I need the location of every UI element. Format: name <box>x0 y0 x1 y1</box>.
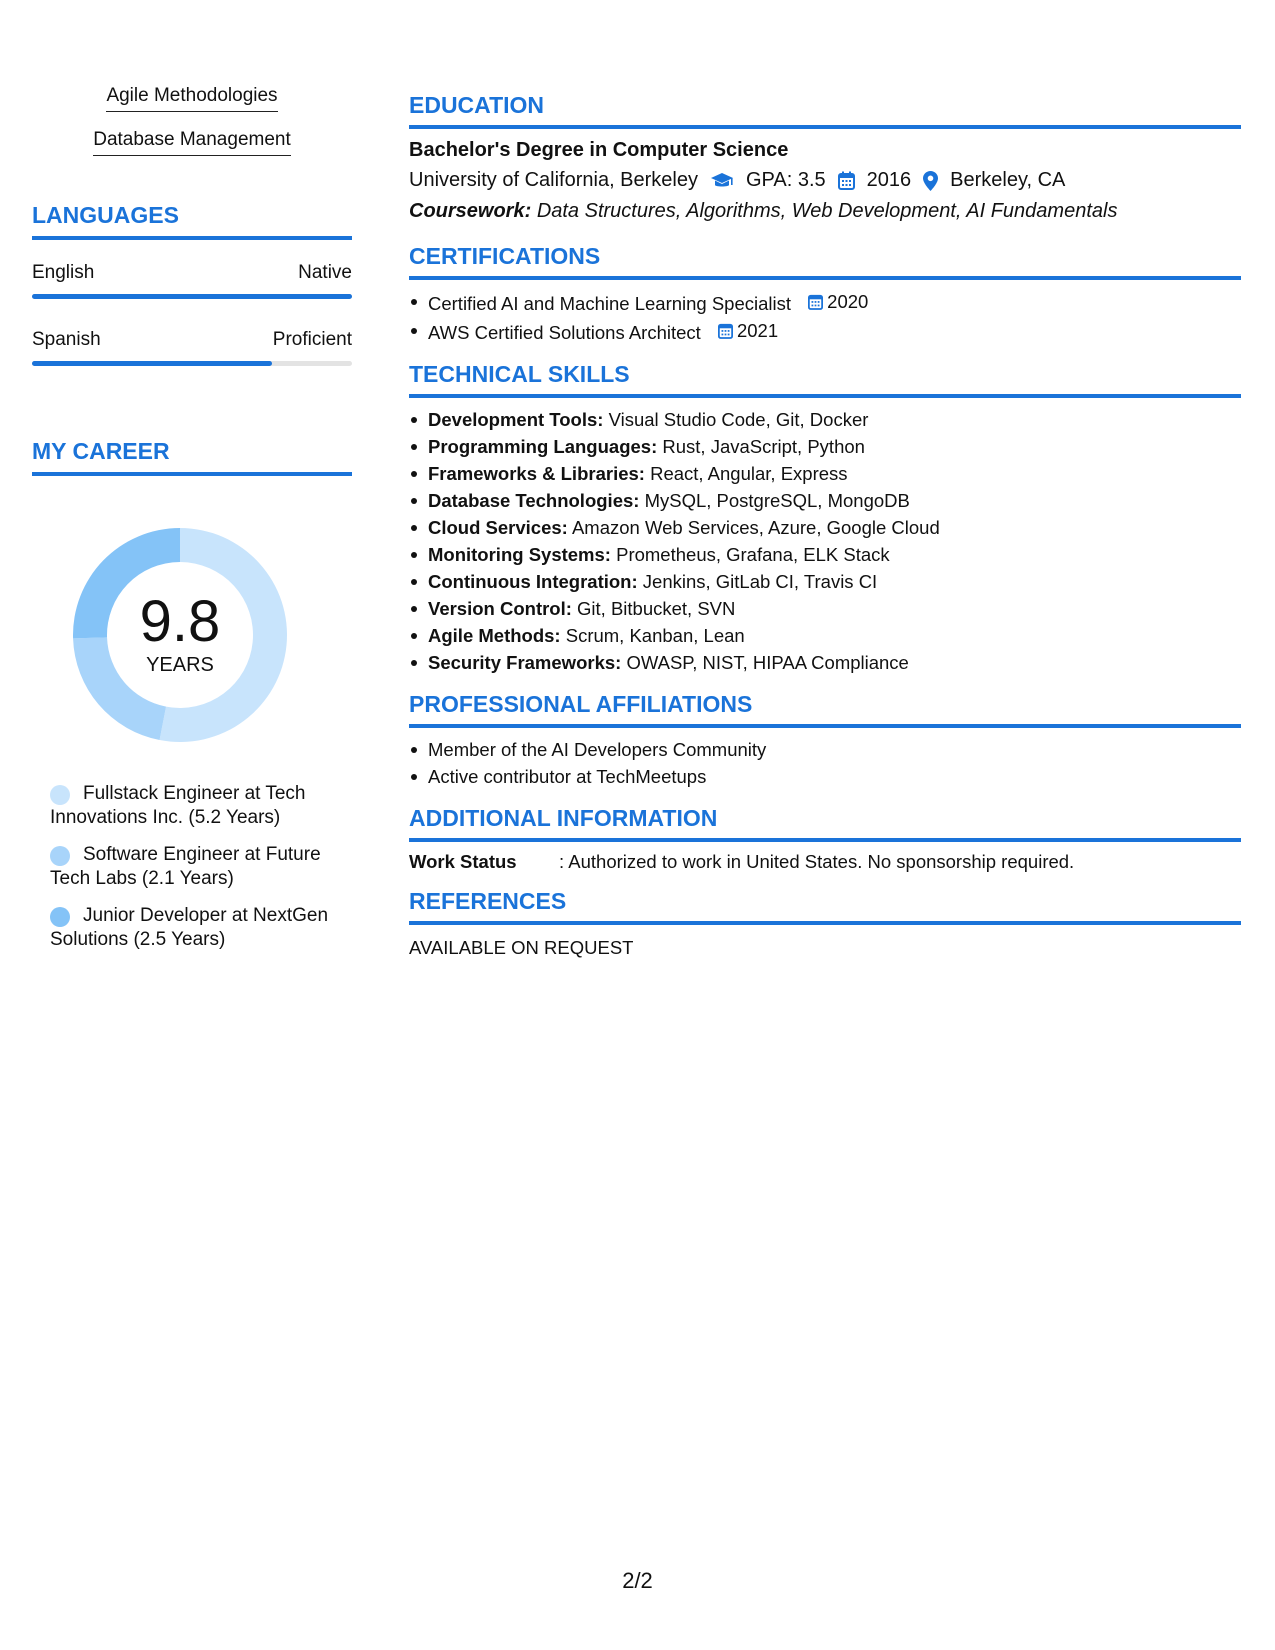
technical-skills-section <box>409 361 1241 676</box>
gpa: GPA: 3.5 <box>746 169 826 191</box>
career-legend-item <box>50 782 352 830</box>
sidebar <box>32 84 352 965</box>
language-bar-fill <box>32 361 272 366</box>
certification-item <box>428 317 1241 346</box>
affiliations-list <box>409 736 1241 790</box>
coursework-label: Coursework: <box>409 200 532 222</box>
skill-item <box>428 541 1241 568</box>
main-content <box>409 92 1241 974</box>
additional-info-heading: ADDITIONAL INFORMATION <box>409 805 1241 842</box>
certification-date <box>808 288 868 315</box>
language-row <box>32 329 352 351</box>
skill-item <box>428 460 1241 487</box>
career-heading: MY CAREER <box>32 438 352 476</box>
work-status-row <box>409 851 1241 873</box>
skill-item <box>428 568 1241 595</box>
calendar-icon <box>838 171 855 190</box>
language-name: Spanish <box>32 329 101 350</box>
skill-item <box>428 514 1241 541</box>
language-bar-fill <box>32 294 352 299</box>
certifications-list <box>409 288 1241 346</box>
skill-category: Agile Methods: <box>428 625 561 646</box>
graduation-cap-icon <box>710 172 734 190</box>
certifications-heading: CERTIFICATIONS <box>409 243 1241 280</box>
work-status-value: : Authorized to work in United States. No sponsorship required. <box>559 851 1075 872</box>
skill-category: Frameworks & Libraries: <box>428 463 645 484</box>
career-legend-label: Fullstack Engineer at Tech Innovations Inc. (5.2 Years) <box>50 783 306 828</box>
education-heading: EDUCATION <box>409 92 1241 129</box>
skill-category: Programming Languages: <box>428 436 658 457</box>
affiliation-item: Active contributor at TechMeetups <box>428 763 1241 790</box>
skill-values: Rust, JavaScript, Python <box>662 436 865 457</box>
language-name: English <box>32 262 95 283</box>
skill-category: Cloud Services: <box>428 517 568 538</box>
certification-name: AWS Certified Solutions Architect <box>428 322 701 343</box>
education-details <box>409 169 1241 192</box>
certification-year: 2020 <box>827 291 869 312</box>
legend-dot-icon <box>50 846 70 866</box>
education-section <box>409 92 1241 223</box>
skill-category: Continuous Integration: <box>428 571 638 592</box>
donut-center <box>65 589 295 677</box>
skill-item <box>428 622 1241 649</box>
education-location: Berkeley, CA <box>950 169 1066 191</box>
skill-item <box>428 649 1241 676</box>
page-number: 2/2 <box>622 1568 653 1593</box>
references-section <box>409 888 1241 959</box>
certification-year: 2021 <box>736 320 779 341</box>
skill-values: Amazon Web Services, Azure, Google Cloud <box>571 517 940 538</box>
technical-skills-heading: TECHNICAL SKILLS <box>409 361 1241 398</box>
skill-values: Jenkins, GitLab CI, Travis CI <box>642 571 878 592</box>
certification-item <box>428 288 1241 317</box>
language-bar <box>32 361 352 366</box>
skill-category: Security Frameworks: <box>428 652 622 673</box>
affiliations-section <box>409 691 1241 790</box>
career-legend-item <box>50 904 352 952</box>
legend-dot-icon <box>50 907 70 927</box>
skill-category: Monitoring Systems: <box>428 544 611 565</box>
skill-values: Scrum, Kanban, Lean <box>565 625 745 646</box>
certifications-section <box>409 243 1241 346</box>
skill-tag: Agile Methodologies <box>106 84 277 112</box>
skill-tag: Database Management <box>93 128 291 156</box>
language-level: Native <box>298 262 352 283</box>
career-legend <box>32 782 352 952</box>
legend-dot-icon <box>50 785 70 805</box>
skill-values: React, Angular, Express <box>650 463 848 484</box>
certification-name: Certified AI and Machine Learning Specialist <box>428 293 792 314</box>
career-total-unit: YEARS <box>146 654 214 676</box>
location-pin-icon <box>923 171 938 191</box>
coursework <box>409 200 1241 223</box>
career-legend-label: Junior Developer at NextGen Solutions (2.5 Years) <box>50 905 329 950</box>
skill-tags <box>32 84 352 156</box>
school-name: University of California, Berkeley <box>409 169 698 191</box>
degree-title: Bachelor's Degree in Computer Science <box>409 139 789 161</box>
calendar-icon <box>808 293 823 310</box>
skill-category: Database Technologies: <box>428 490 640 511</box>
certification-date <box>718 317 778 344</box>
languages-section <box>32 202 352 366</box>
career-section <box>32 438 352 952</box>
language-level: Proficient <box>272 329 352 350</box>
career-total-years: 9.8 <box>139 589 221 654</box>
work-status-label: Work Status <box>409 851 517 872</box>
affiliation-item: Member of the AI Developers Community <box>428 736 1241 763</box>
references-text: AVAILABLE ON REQUEST <box>409 937 634 958</box>
skill-values: OWASP, NIST, HIPAA Compliance <box>626 652 909 673</box>
skill-values: Git, Bitbucket, SVN <box>577 598 736 619</box>
languages-heading: LANGUAGES <box>32 202 352 240</box>
technical-skills-list <box>409 406 1241 676</box>
career-donut-chart <box>65 520 295 750</box>
skill-item <box>428 406 1241 433</box>
skill-category: Version Control: <box>428 598 572 619</box>
additional-info-section <box>409 805 1241 873</box>
career-legend-item <box>50 843 352 891</box>
career-legend-label: Software Engineer at Future Tech Labs (2.1 Years) <box>50 844 321 889</box>
calendar-icon <box>718 322 733 339</box>
skill-values: Visual Studio Code, Git, Docker <box>608 409 869 430</box>
skill-item <box>428 487 1241 514</box>
skill-values: MySQL, PostgreSQL, MongoDB <box>644 490 910 511</box>
coursework-list: Data Structures, Algorithms, Web Development, AI Fundamentals <box>536 200 1118 222</box>
affiliations-heading: PROFESSIONAL AFFILIATIONS <box>409 691 1241 728</box>
skill-item <box>428 433 1241 460</box>
references-heading: REFERENCES <box>409 888 1241 925</box>
language-bar <box>32 294 352 299</box>
skill-category: Development Tools: <box>428 409 604 430</box>
skill-item <box>428 595 1241 622</box>
skill-values: Prometheus, Grafana, ELK Stack <box>616 544 890 565</box>
language-row <box>32 262 352 284</box>
graduation-year: 2016 <box>866 169 912 191</box>
